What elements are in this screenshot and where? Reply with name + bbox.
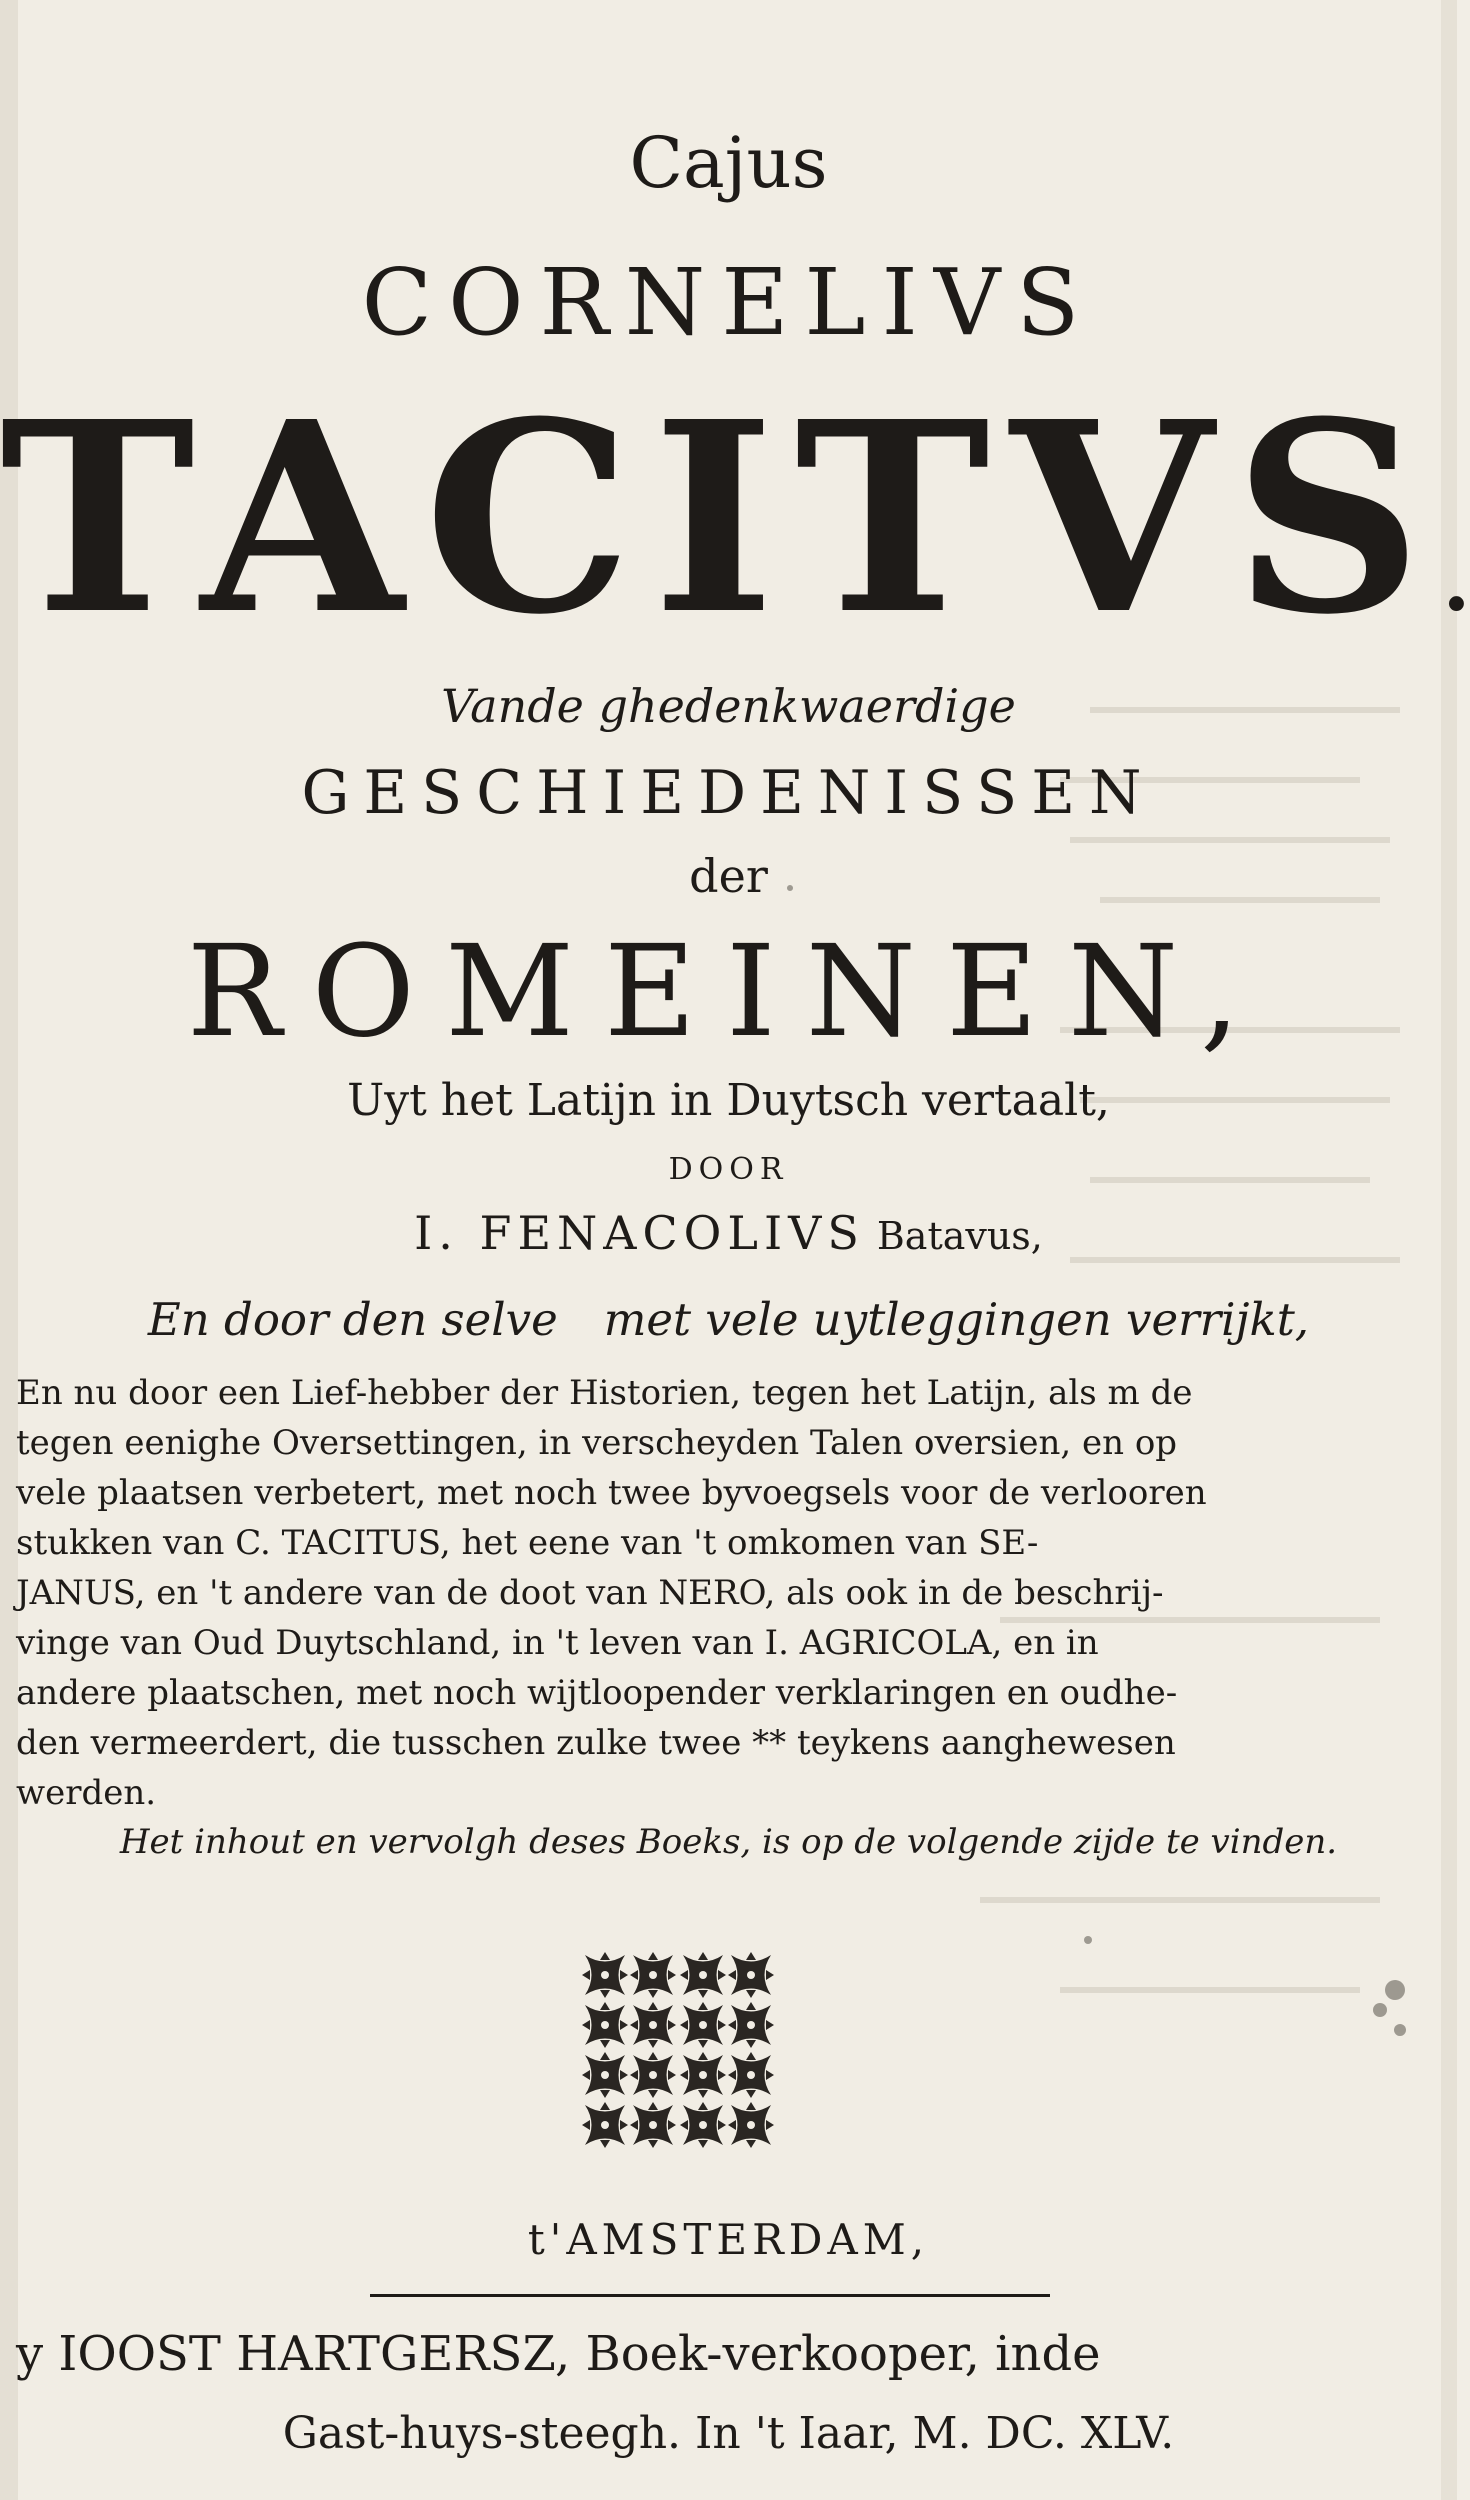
imprint-city: t'AMSTERDAM, [527, 2215, 930, 2264]
body-line: andere plaatschen, met noch wijtloopender verklaringen en oudhe- [16, 1673, 1178, 1713]
translator-name: I. FENACOLIVS [414, 1206, 865, 1260]
tacitus-period: . [1442, 535, 1470, 629]
subtitle-romeinen: ROMEINEN, [186, 918, 1271, 1065]
door-label: DOOR [668, 1152, 789, 1187]
author-nomen: CORNELIVS [361, 249, 1096, 356]
subtitle-der: der [689, 849, 768, 903]
printers-ornament-icon [580, 1950, 776, 2150]
subtitle-vande: Vande ghedenkwaerdige [441, 679, 1016, 733]
body-line: stukken van C. TACITUS, het eene van 't omkomen van SE- [16, 1523, 1039, 1563]
contents-note: Het inhout en vervolgh deses Boeks, is op de volgende zijde te vinden. [119, 1822, 1338, 1862]
publisher-address-date: Gast-huys-steegh. In 't Iaar, M. DC. XLV. [282, 2408, 1175, 2459]
author-cognomen [0, 364, 1470, 712]
body-line: den vermeerdert, die tusschen zulke twee ** teykens aanghewesen [16, 1723, 1176, 1763]
author-praenomen: Cajus [629, 122, 828, 204]
publisher-line: y IOOST HARTGERSZ, Boek-verkooper, inde [16, 2326, 1101, 2382]
body-line: vele plaatsen verbetert, met noch twee byvoegsels voor de verlooren [16, 1473, 1207, 1513]
enrichment-line [0, 1290, 1457, 1350]
body-line: En nu door een Lief-hebber der Historien, tegen het Latijn, als m de [16, 1373, 1193, 1413]
subtitle-geschiedenissen: GESCHIEDENISSEN [301, 758, 1156, 828]
translator-line [0, 1202, 1457, 1267]
enrichment-part1: En door den selve [147, 1293, 558, 1346]
description-paragraph [16, 1368, 1346, 1818]
imprint-rule [370, 2294, 1050, 2297]
body-line: vinge van Oud Duytschland, in 't leven van I. AGRICOLA, en in [16, 1623, 1099, 1663]
body-line: tegen eenighe Oversettingen, in verscheyden Talen oversien, en op [16, 1423, 1178, 1463]
translator-origin: Batavus, [876, 1214, 1043, 1258]
translation-note: Uyt het Latijn in Duytsch vertaalt, [347, 1075, 1110, 1126]
tacitus-text: TACITVS [0, 364, 1443, 672]
body-line: werden. [16, 1773, 157, 1813]
body-line: JANUS, en 't andere van de doot van NERO, als ook in de beschrij- [16, 1573, 1164, 1613]
enrichment-part2: met vele uytleggingen verrijkt, [603, 1293, 1310, 1346]
